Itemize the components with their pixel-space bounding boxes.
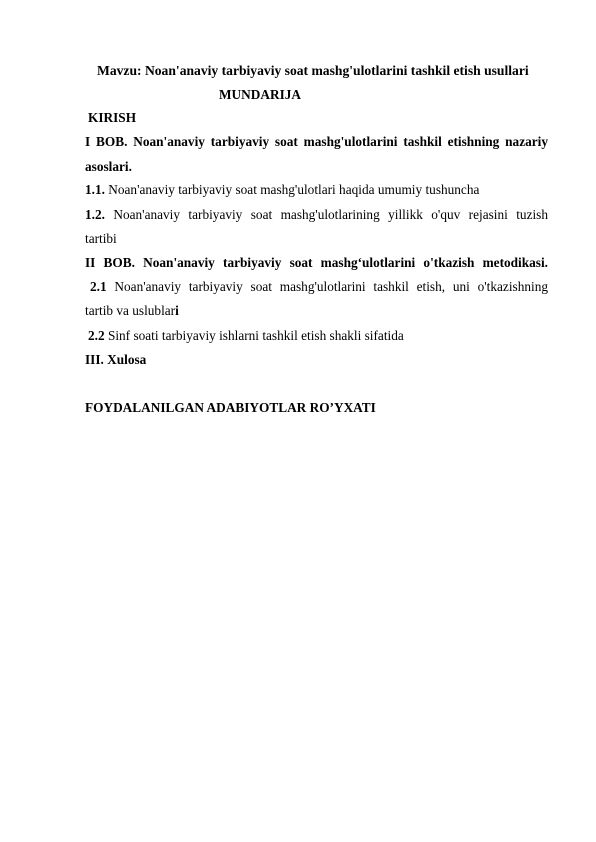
toc-heading: MUNDARIJA	[219, 87, 301, 102]
toc-entry-1-2-text-line1: Noan'anaviy tarbiyaviy soat mashg'ulotlarining yillikk o'quv rejasini tuzish	[113, 207, 548, 222]
toc-entry-2-1-line1	[90, 279, 548, 295]
toc-entry-1-2-number: 1.2.	[85, 207, 105, 222]
toc-entry-1-2-line2: tartibi	[85, 231, 117, 246]
toc-entry-kirish: KIRISH	[88, 110, 137, 125]
toc-entry-1-2-line1	[85, 207, 548, 223]
toc-entry-1-1	[85, 182, 548, 198]
document-title: Mavzu: Noan'anaviy tarbiyaviy soat mashg'ulotlarini tashkil etish usullari	[97, 63, 529, 78]
toc-entry-bob1-line1: I BOB. Noan'anaviy tarbiyaviy soat mashg'ulotlarini tashkil etishning nazariy	[85, 134, 548, 149]
toc-entry-2-2-text: Sinf soati tarbiyaviy ishlarni tashkil etish shakli sifatida	[104, 328, 404, 343]
toc-entry-2-2-number: 2.2	[88, 328, 105, 343]
toc-entry-bob2: II BOB. Noan'anaviy tarbiyaviy soat mashg‘ulotlarini o'tkazish metodikasi.	[85, 255, 548, 270]
toc-entry-2-1-number: 2.1	[90, 279, 107, 294]
toc-entry-bob1-line2: asoslari.	[85, 159, 132, 174]
toc-entry-2-2	[88, 328, 551, 344]
toc-entry-1-1-number: 1.1.	[85, 182, 105, 197]
toc-entry-xulosa: III. Xulosa	[85, 352, 147, 367]
toc-entry-1-1-text: Noan'anaviy tarbiyaviy soat mashg'ulotlari haqida umumiy tushuncha	[104, 182, 480, 197]
toc-entry-2-1-text-line2-end: i	[175, 303, 179, 318]
toc-entry-2-1-text-line1: Noan'anaviy tarbiyaviy soat mashg'ulotlarini tashkil etish, uni o'tkazishning	[114, 279, 548, 294]
toc-entry-2-1-line2	[85, 303, 548, 319]
toc-entry-2-1-text-line2: tartib va uslublar	[85, 303, 176, 318]
toc-entry-adabiyotlar: FOYDALANILGAN ADABIYOTLAR RO’YXATI	[85, 400, 376, 415]
